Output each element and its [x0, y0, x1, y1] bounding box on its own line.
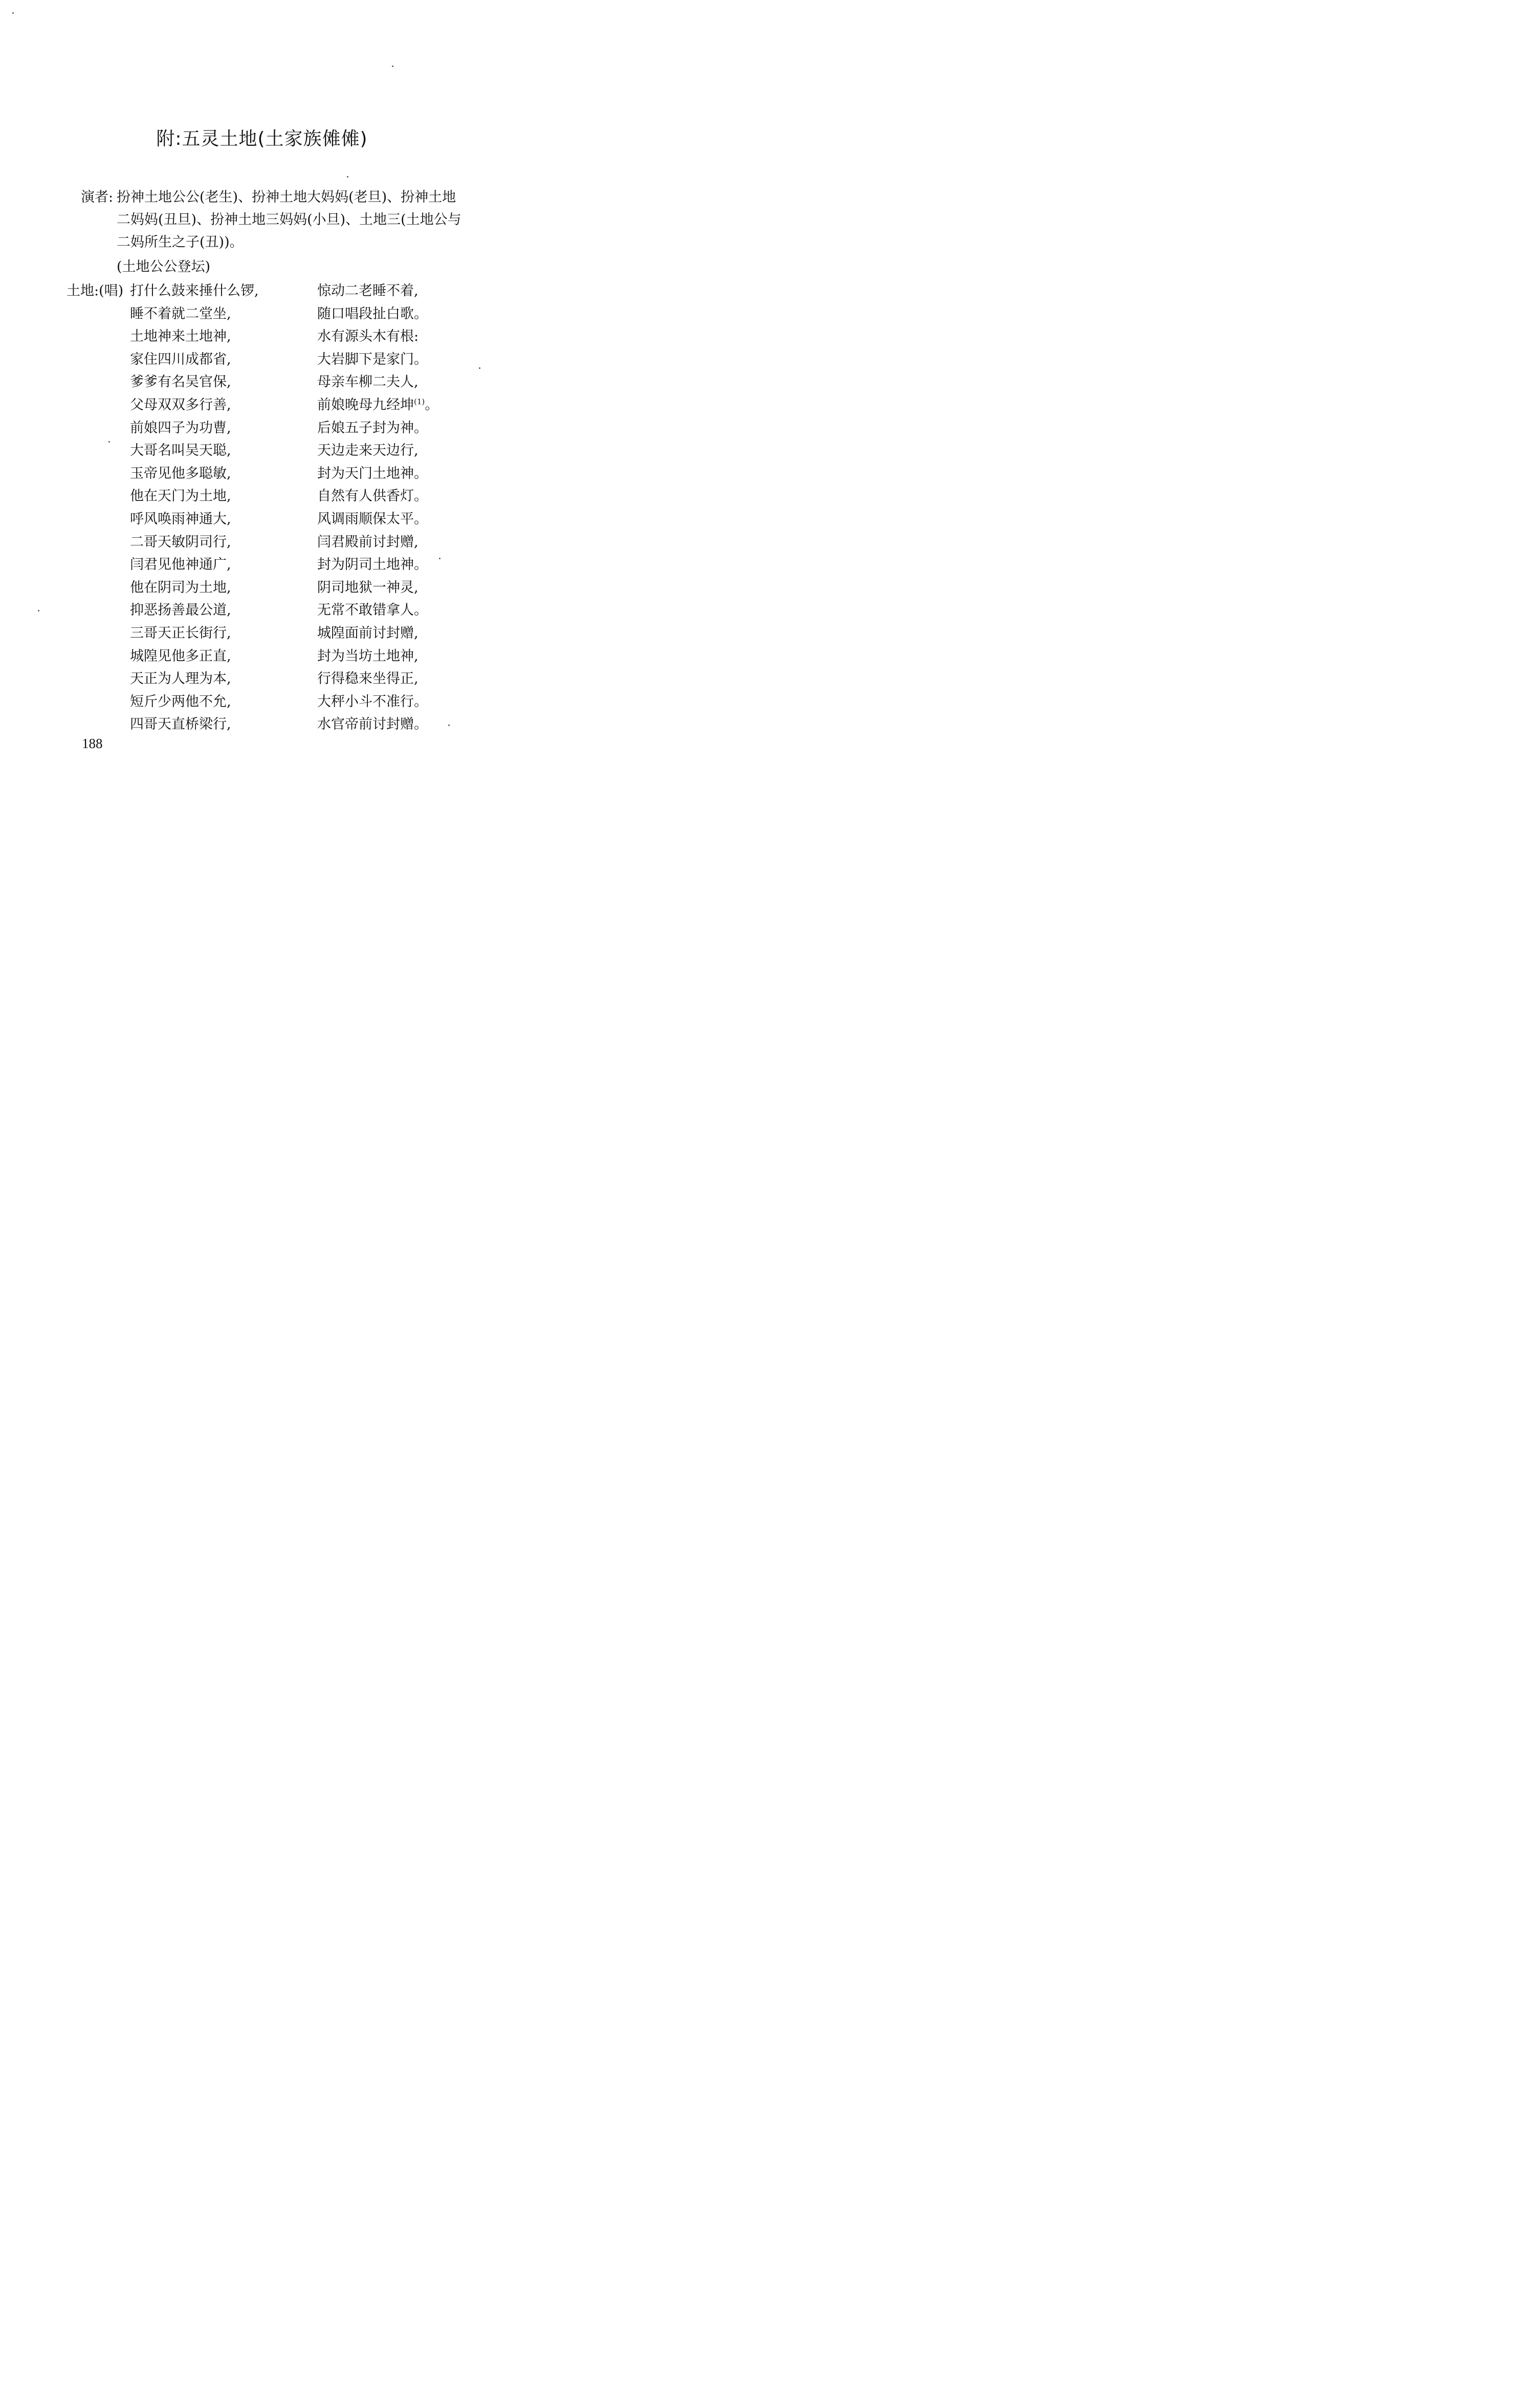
- verse-right-line: 封为天门土地神。: [317, 465, 428, 481]
- verse-right-text: 前娘晚母九经坤: [317, 397, 414, 413]
- verse-left-line: 天正为人理为本,: [130, 671, 231, 687]
- verse-right-line: 水有源头木有根:: [317, 328, 419, 345]
- verse-left-line: 抑恶扬善最公道,: [130, 602, 231, 619]
- verse-left-line: 二哥天敏阴司行,: [130, 534, 231, 550]
- verse-row: [0, 440, 524, 463]
- verse-row: [0, 485, 524, 508]
- verse-left-line: 爹爹有名吴官保,: [130, 374, 231, 390]
- verse-right-line: 大岩脚下是家门。: [317, 351, 428, 367]
- verse-left-line: 打什么鼓来捶什么锣,: [130, 283, 259, 299]
- verse-left-line: 土地神来土地神,: [130, 328, 231, 345]
- verse-left-line: 三哥天正长街行,: [130, 625, 231, 641]
- verse-right-line: 母亲车柳二夫人,: [317, 374, 419, 390]
- verse-right-line: 行得稳来坐得正,: [317, 671, 419, 687]
- verse-right-line: 封为阴司土地神。: [317, 557, 428, 573]
- verse-row: [0, 668, 524, 691]
- scan-speck: [448, 725, 450, 726]
- verse-row: [0, 531, 524, 554]
- verse-row: [0, 371, 524, 394]
- verse-right-line: 随口唱段扯白歌。: [317, 305, 428, 322]
- verse-right-line: 后娘五子封为神。: [317, 420, 428, 436]
- verse-left-line: 呼风唤雨神通大,: [130, 511, 231, 527]
- verse-left-line: 城隍见他多正直,: [130, 648, 231, 664]
- verse-right-line: 阴司地狱一神灵,: [317, 579, 419, 596]
- verse-row: [0, 303, 524, 326]
- verse-right-line: 惊动二老睡不着,: [317, 283, 419, 299]
- scan-speck: [347, 176, 348, 178]
- verse-row: [0, 577, 524, 600]
- scan-speck: [12, 12, 14, 14]
- verse-row: [0, 645, 524, 668]
- footnote-marker: (1): [414, 397, 425, 406]
- verse-row: [0, 691, 524, 714]
- verse-left-line: 家住四川成都省,: [130, 351, 231, 367]
- verse-row: [0, 280, 524, 303]
- cast-line: 二妈所生之子(丑))。: [117, 234, 244, 250]
- verse-right-line: [317, 394, 438, 417]
- scan-speck: [479, 367, 480, 369]
- verse-row: [0, 508, 524, 531]
- scan-speck: [108, 441, 110, 443]
- speaker-label: 土地:(唱): [67, 283, 124, 299]
- cast-line: 扮神土地公公(老生)、扮神土地大妈妈(老旦)、扮神土地: [117, 189, 456, 205]
- verse-row: [0, 348, 524, 371]
- verse-row: [0, 599, 524, 622]
- verse-left-line: 他在天门为土地,: [130, 488, 231, 505]
- verse-row: [0, 713, 524, 736]
- scan-speck: [392, 65, 393, 67]
- cast-content: [117, 186, 470, 254]
- verse-left-line: 玉帝见他多聪敏,: [130, 465, 231, 481]
- cast-line: 二妈妈(丑旦)、扮神土地三妈妈(小旦)、土地三(土地公与: [117, 212, 461, 228]
- verse-right-line: 城隍面前讨封赠,: [317, 625, 419, 641]
- verse-block: [0, 280, 524, 736]
- verse-left-line: 前娘四子为功曹,: [130, 420, 231, 436]
- verse-left-line: 父母双双多行善,: [130, 397, 231, 413]
- verse-left-line: 闫君见他神通广,: [130, 557, 231, 573]
- book-page: [0, 0, 524, 813]
- verse-right-line: 闫君殿前讨封赠,: [317, 534, 419, 550]
- page-number: 188: [82, 736, 103, 751]
- section-title: 附:五灵土地(土家族傩傩): [156, 128, 368, 149]
- verse-right-line: 封为当坊土地神,: [317, 648, 419, 664]
- verse-left-line: 睡不着就二堂坐,: [130, 305, 231, 322]
- verse-left-line: 大哥名叫吴天聪,: [130, 443, 231, 459]
- cast-label: 演者:: [81, 189, 114, 205]
- verse-row: [0, 417, 524, 440]
- verse-right-line: 风调雨顺保太平。: [317, 511, 428, 527]
- verse-row: [0, 325, 524, 348]
- stage-direction: (土地公公登坛): [117, 259, 211, 275]
- verse-right-line: 无常不敢错拿人。: [317, 602, 428, 619]
- verse-left-line: 四哥天直桥梁行,: [130, 716, 231, 733]
- verse-right-line: 自然有人供香灯。: [317, 488, 428, 505]
- verse-right-line: 水官帝前讨封赠。: [317, 716, 428, 733]
- verse-left-line: 短斤少两他不允,: [130, 693, 231, 710]
- scan-speck: [439, 558, 441, 559]
- verse-right-line: 天边走来天边行,: [317, 443, 419, 459]
- verse-row: [0, 463, 524, 486]
- verse-left-line: 他在阴司为土地,: [130, 579, 231, 596]
- verse-row: [0, 622, 524, 645]
- verse-row: [0, 554, 524, 577]
- verse-row: [0, 394, 524, 417]
- verse-right-punct: 。: [425, 397, 439, 413]
- verse-right-line: 大秤小斗不准行。: [317, 693, 428, 710]
- scan-speck: [38, 610, 39, 611]
